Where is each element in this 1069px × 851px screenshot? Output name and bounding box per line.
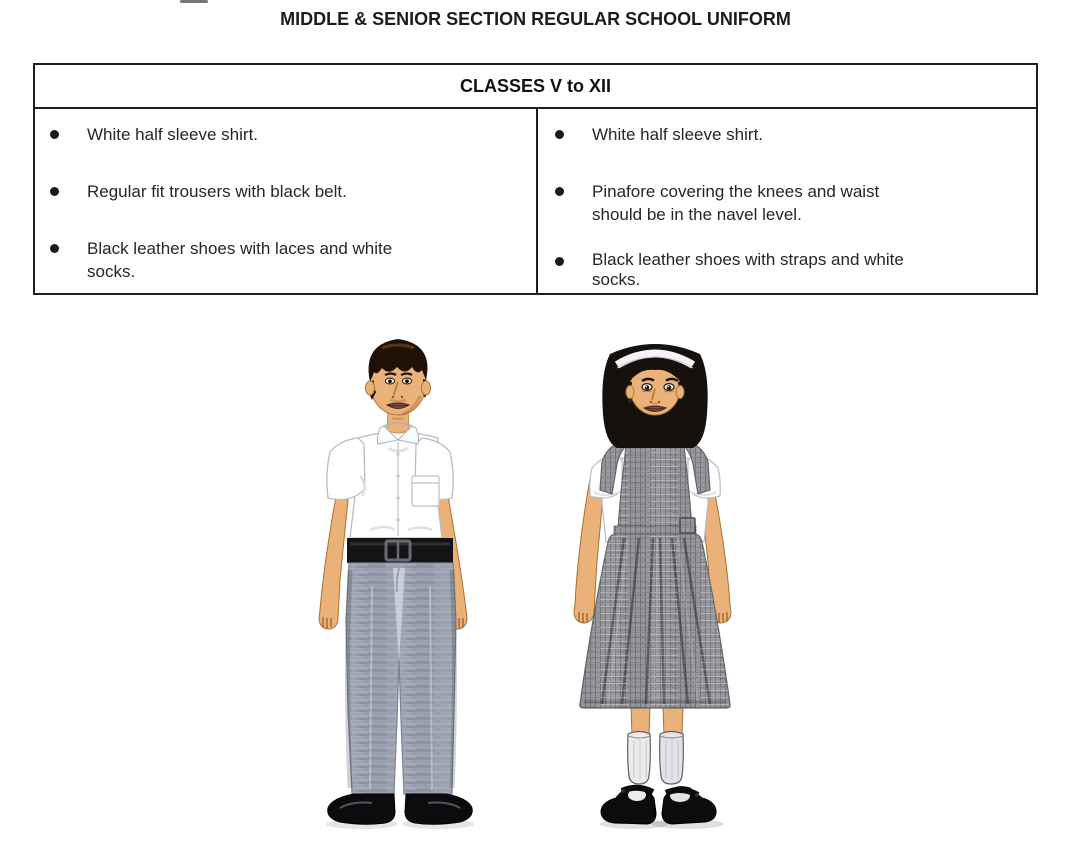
bullet-icon [50,244,59,253]
bullet-icon [555,187,564,196]
bullet-icon [50,130,59,139]
uniform-rule-item [555,123,1028,146]
bullet-icon [555,257,564,266]
rule-line: socks. [592,270,641,289]
rule-line: White half sleeve shirt. [87,125,259,144]
boys-uniform-cell [35,109,538,293]
rule-line: White half sleeve shirt. [592,125,764,144]
bullet-icon [50,187,59,196]
rule-line: Black leather shoes with laces and white [87,239,393,258]
girls-uniform-cell [538,109,1036,293]
uniform-rule-item [555,180,1028,226]
boy-uniform-illustration [290,330,490,835]
page-title: MIDDLE & SENIOR SECTION REGULAR SCHOOL UNIFORM [280,9,791,29]
rule-line: Black leather shoes with straps and white [592,250,904,269]
uniform-rule-item [555,250,1028,290]
uniform-rule-item [50,180,528,203]
uniform-rule-item [50,123,528,146]
rule-line: socks. [87,262,136,281]
rule-line: should be in the navel level. [592,205,802,224]
table-body [35,109,1036,293]
rule-line: Regular fit trousers with black belt. [87,182,347,201]
table-header: CLASSES V to XII [35,65,1036,109]
girl-uniform-illustration [550,332,760,832]
uniform-rules-table [33,63,1038,295]
uniform-rule-item [50,237,528,283]
cropped-text-artifact [180,0,208,3]
bullet-icon [555,130,564,139]
rule-line: Pinafore covering the knees and waist [592,182,880,201]
